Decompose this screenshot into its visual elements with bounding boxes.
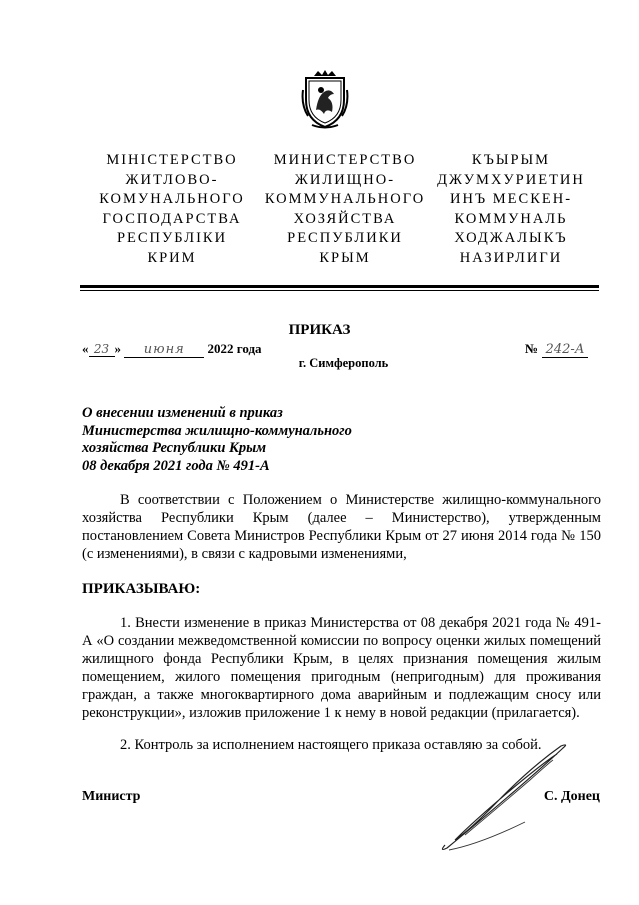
header-line: КОММУНАЛЬ: [454, 210, 568, 227]
coat-of-arms-icon: [300, 70, 350, 130]
header-line: ГОСПОДАРСТВА: [102, 210, 242, 227]
order-subject: [82, 405, 442, 475]
order-number-label: №: [525, 341, 539, 356]
date-quote-open: «: [82, 341, 89, 356]
order-number-handwritten: 242-А: [542, 342, 588, 358]
header-divider-thick: [80, 285, 599, 288]
header-line: КОММУНАЛЬНОГО: [264, 191, 426, 207]
subject-line: хозяйства Республики Крым: [82, 440, 267, 456]
header-divider-thin: [80, 290, 599, 291]
header-russian: [255, 151, 435, 268]
subject-line: 08 декабря 2021 года № 491-А: [82, 457, 270, 474]
order-city: г. Симферополь: [298, 356, 389, 370]
decree-heading: ПРИКАЗЫВАЮ:: [82, 581, 201, 597]
order-item-2: 2. Контроль за исполнением настоящего приказа оставляю за собой.: [120, 737, 542, 753]
header-line: ИНЪ МЕСКЕН-: [449, 191, 573, 207]
header-line: РЕСПУБЛИКИ: [287, 230, 403, 246]
header-line: КЪЫРЫМ: [471, 152, 551, 168]
header-line: ДЖУМХУРИЕТИН: [437, 171, 585, 188]
header-line: РЕСПУБЛІКИ: [116, 230, 228, 246]
date-day-handwritten: 23: [89, 342, 115, 357]
header-line: КОМУНАЛЬНОГО: [99, 191, 245, 207]
header-line: ХОЗЯЙСТВА: [293, 210, 397, 227]
order-item-1: 1. Внести изменение в приказ Министерства от 08 декабря 2021 года № 491-А «О создании межведомственной комиссии по вопросу оценки жилых помещений жилищного фонда Республики Крым, в целях признания помещения жилым помещением, жилого помещения пригодным (непригодным) для проживания граждан, а также многоквартирного дома аварийным и подлежащим сносу или реконструкции», изложив приложение 1 к нему в новой редакции (прилагается).: [82, 615, 601, 721]
header-line: ЖИТЛОВО-: [125, 171, 219, 188]
date-year: 2022 года: [207, 341, 262, 356]
header-line: МИНИСТЕРСТВО: [273, 152, 417, 168]
header-ukrainian: [82, 151, 262, 268]
header-line: КРЫМ: [319, 249, 371, 266]
header-crimean-tatar: [421, 151, 601, 268]
header-line: НАЗИРЛИГИ: [459, 249, 563, 266]
header-line: МІНІСТЕРСТВО: [106, 152, 238, 168]
date-quote-close: »: [114, 341, 121, 356]
subject-line: Министерства жилищно-коммунального: [82, 422, 352, 439]
order-title: ПРИКАЗ: [288, 322, 351, 338]
signatory-role: Министр: [82, 789, 141, 804]
header-line: ЖИЛИЩНО-: [294, 171, 396, 188]
date-month-handwritten: июня: [124, 342, 204, 358]
header-line: ХОДЖАЛЫКЪ: [454, 230, 568, 246]
signatory-name: С. Донец: [543, 789, 600, 804]
header-line: КРИМ: [147, 249, 197, 266]
subject-line: О внесении изменений в приказ: [82, 405, 283, 421]
intro-paragraph: В соответствии с Положением о Министерстве жилищно-коммунального хозяйства Республики Крым (далее – Министерство), утвержденным постановлением Совета Министров Республики Крым от 27 июня 2014 года № 150 (с изменениями), в связи с кадровыми изменениями,: [82, 492, 601, 562]
